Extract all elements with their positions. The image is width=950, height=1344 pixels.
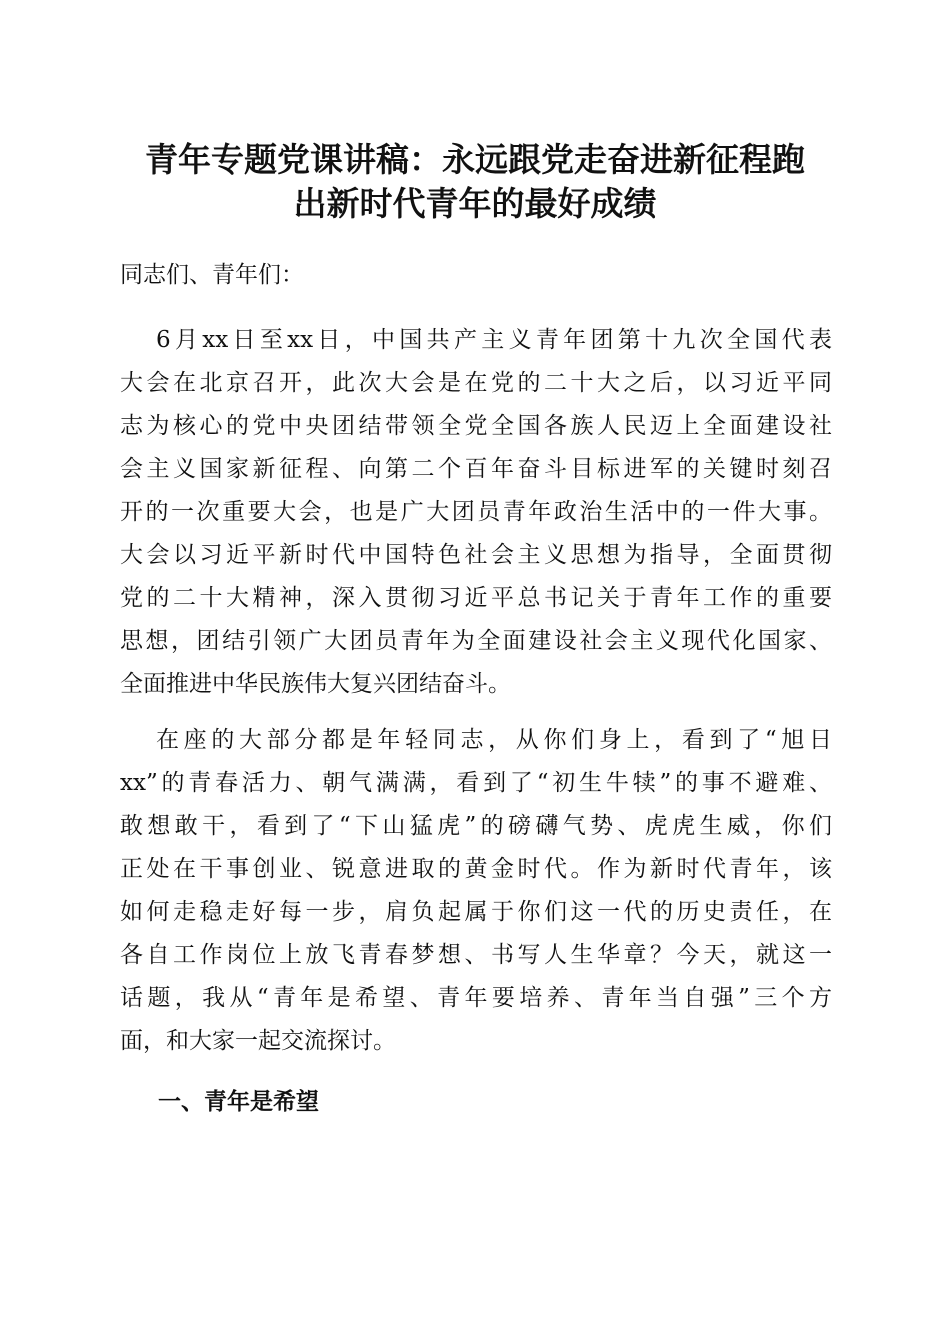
paragraph-line: 大会以习近平新时代中国特色社会主义思想为指导，全面贯彻 — [120, 542, 832, 568]
paragraph-line: 思想，团结引领广大团员青年为全面建设社会主义现代化国家、 — [120, 628, 832, 654]
paragraph-line: 全面推进中华民族伟大复兴团结奋斗。 — [120, 671, 511, 697]
paragraph-line: 面，和大家一起交流探讨。 — [120, 1028, 396, 1054]
salutation: 同志们、青年们： — [120, 262, 304, 288]
paragraph-line: 在座的大部分都是年轻同志，从你们身上，看到了“旭日 — [156, 727, 832, 753]
paragraph-line: 开的一次重要大会，也是广大团员青年政治生活中的一件大事。 — [120, 499, 832, 525]
paragraph-2 — [120, 719, 832, 1063]
paragraph-1 — [120, 319, 832, 706]
paragraph-line: 大会在北京召开，此次大会是在党的二十大之后，以习近平同 — [120, 370, 832, 396]
paragraph-line: 会主义国家新征程、向第二个百年奋斗目标进军的关键时刻召 — [120, 456, 832, 482]
paragraph-line: 正处在干事创业、锐意进取的黄金时代。作为新时代青年，该 — [120, 856, 832, 882]
document-title-line-1: 青年专题党课讲稿：永远跟党走奋进新征程跑 — [145, 140, 805, 179]
document-title-line-2: 出新时代青年的最好成绩 — [293, 184, 657, 223]
paragraph-line: 如何走稳走好每一步，肩负起属于你们这一代的历史责任，在 — [120, 899, 832, 925]
paragraph-line: 话题，我从“青年是希望、青年要培养、青年当自强”三个方 — [120, 985, 832, 1011]
paragraph-line: 敢想敢干，看到了“下山猛虎”的磅礴气势、虎虎生威，你们 — [120, 813, 832, 839]
paragraph-line: 6月xx日至xx日，中国共产主义青年团第十九次全国代表 — [156, 327, 832, 353]
paragraph-line: xx”的青春活力、朝气满满，看到了“初生牛犊”的事不避难、 — [120, 770, 832, 796]
paragraph-line: 各自工作岗位上放飞青春梦想、书写人生华章？今天，就这一 — [120, 942, 832, 968]
section-heading-1: 一、青年是希望 — [158, 1089, 319, 1115]
paragraph-line: 党的二十大精神，深入贯彻习近平总书记关于青年工作的重要 — [120, 585, 832, 611]
paragraph-line: 志为核心的党中央团结带领全党全国各族人民迈上全面建设社 — [120, 413, 832, 439]
